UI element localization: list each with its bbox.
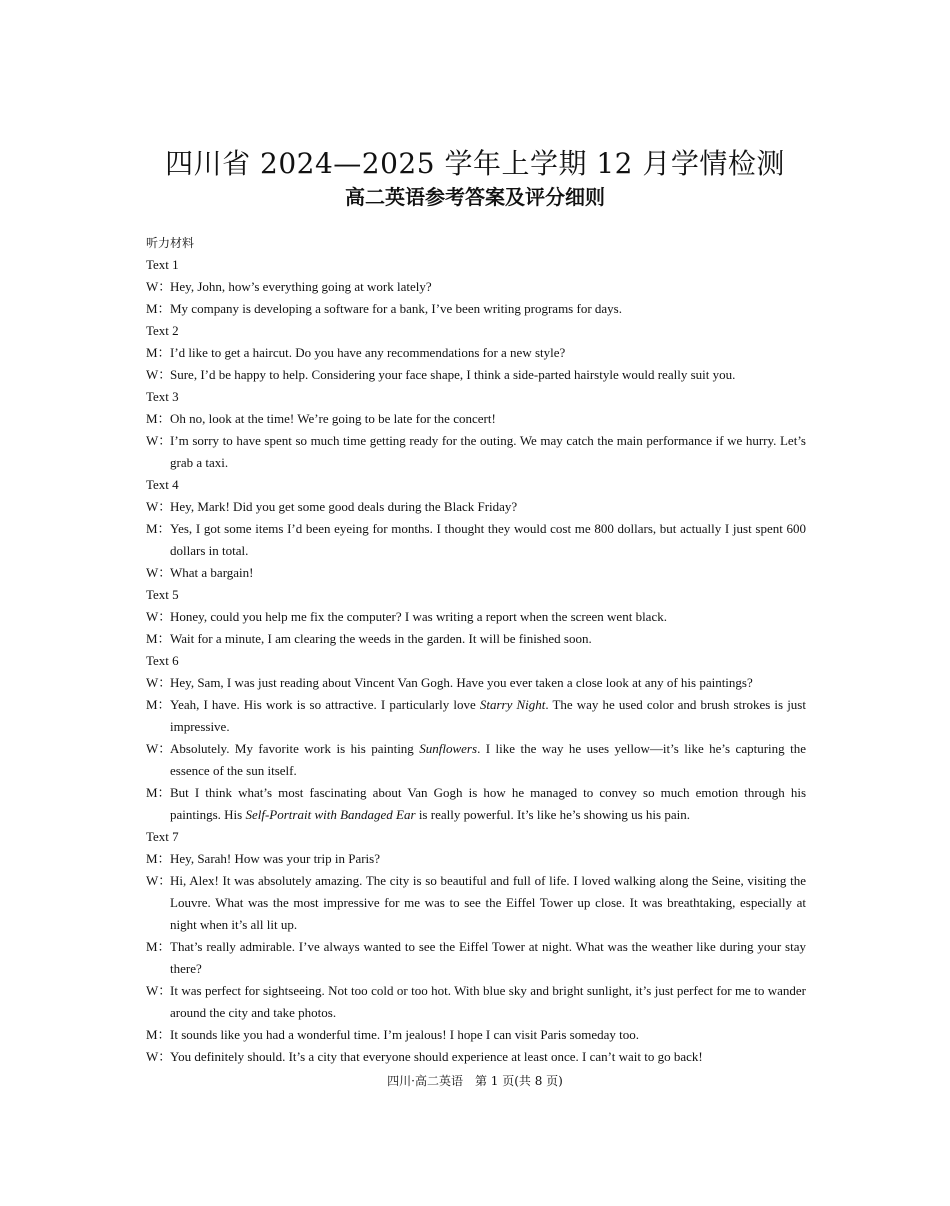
speaker-label: W： [146, 609, 172, 624]
dialogue-fragment: What a bargain! [170, 565, 254, 580]
speaker-label: W： [146, 675, 172, 690]
speaker-label: W： [146, 873, 172, 888]
dialogue-text [170, 364, 806, 386]
speaker-label: W： [146, 279, 172, 294]
dialogue-fragment: is really powerful. It’s like he’s showing us his pain. [415, 807, 690, 822]
speaker-label: W： [146, 367, 172, 382]
dialogue-line [146, 562, 806, 584]
dialogue-text [170, 1024, 806, 1046]
dialogue-fragment: It was perfect for sightseeing. Not too cold or too hot. With blue sky and bright sunlight, it’s just perfect for me to wander around the city and take photos. [170, 983, 806, 1020]
dialogue-line [146, 364, 806, 386]
speaker-label: W： [146, 499, 172, 514]
dialogue-line [146, 936, 806, 980]
dialogue-line [146, 694, 806, 738]
page-subtitle: 高二英语参考答案及评分细则 [345, 185, 605, 209]
text-label: Text 1 [146, 257, 179, 272]
dialogue-text [170, 430, 806, 474]
speaker-label: M： [146, 1027, 171, 1042]
dialogue-text [170, 694, 806, 738]
dialogue-text [170, 1046, 806, 1068]
artwork-title: Self-Portrait with Bandaged Ear [245, 807, 416, 822]
artwork-title: Sunflowers [419, 741, 478, 756]
dialogue-fragment: It sounds like you had a wonderful time. I’m jealous! I hope I can visit Paris someday too. [170, 1027, 639, 1042]
dialogue-text [170, 782, 806, 826]
dialogue-fragment: Yes, I got some items I’d been eyeing for months. I thought they would cost me 800 dollars, but actually I just spent 600 dollars in total. [170, 521, 806, 558]
dialogue-line [146, 518, 806, 562]
dialogue-fragment: . The way he used color and brush strokes is just impressive. [170, 697, 806, 734]
dialogue-line [146, 496, 806, 518]
dialogue-fragment: Hey, Sarah! How was your trip in Paris? [170, 851, 380, 866]
speaker-label: W： [146, 433, 172, 448]
dialogue-fragment: I’m sorry to have spent so much time getting ready for the outing. We may catch the main performance if we hurry. Let’s grab a taxi. [170, 433, 806, 470]
page-footer: 四川·高二英语 第 1 页(共 8 页) [387, 1074, 563, 1088]
text-label: Text 4 [146, 477, 179, 492]
speaker-label: M： [146, 939, 171, 954]
dialogue-fragment: Honey, could you help me fix the computer? I was writing a report when the screen went black. [170, 609, 667, 624]
dialogue-line [146, 342, 806, 364]
text-label: Text 7 [146, 829, 179, 844]
dialogue-text [170, 936, 806, 980]
text-label: Text 5 [146, 587, 179, 602]
dialogue-line [146, 276, 806, 298]
dialogue-line [146, 738, 806, 782]
speaker-label: M： [146, 301, 171, 316]
speaker-label: M： [146, 785, 171, 800]
dialogue-fragment: That’s really admirable. I’ve always wanted to see the Eiffel Tower at night. What was the weather like during your stay there? [170, 939, 806, 976]
dialogue-fragment: Sure, I’d be happy to help. Considering your face shape, I think a side-parted hairstyle would really suit you. [170, 367, 736, 382]
text-label: Text 3 [146, 389, 179, 404]
dialogue-fragment: But I think what’s most fascinating about Van Gogh is how he managed to convey so much emotion through his paintings. His [170, 785, 806, 822]
dialogue-fragment: Wait for a minute, I am clearing the weeds in the garden. It will be finished soon. [170, 631, 592, 646]
dialogue-line [146, 408, 806, 430]
dialogue-line [146, 672, 806, 694]
dialogue-text [170, 342, 806, 364]
text-label: Text 6 [146, 653, 179, 668]
speaker-label: W： [146, 565, 172, 580]
dialogue-fragment: I’d like to get a haircut. Do you have any recommendations for a new style? [170, 345, 566, 360]
dialogue-fragment: Hi, Alex! It was absolutely amazing. The city is so beautiful and full of life. I loved walking along the Seine, visiting the Louvre. What was the most impressive for me was to see the Eiffel Tower up close. It was breathtaking, especially at night when it’s all lit up. [170, 873, 806, 932]
dialogue-line [146, 980, 806, 1024]
dialogue-line [146, 870, 806, 936]
dialogue-text [170, 408, 806, 430]
dialogue-text [170, 276, 806, 298]
speaker-label: W： [146, 741, 172, 756]
dialogue-line [146, 628, 806, 650]
dialogue-fragment: . I like the way he uses yellow—it’s like he’s capturing the essence of the sun itself. [170, 741, 806, 778]
speaker-label: W： [146, 983, 172, 998]
dialogue-line [146, 298, 806, 320]
page-title: 四川省 2024—2025 学年上学期 12 月学情检测 [165, 147, 785, 180]
dialogue-fragment: Yeah, I have. His work is so attractive. I particularly love [170, 697, 480, 712]
dialogue-text [170, 980, 806, 1024]
dialogue-text [170, 606, 806, 628]
dialogue-fragment: Hey, Sam, I was just reading about Vincent Van Gogh. Have you ever taken a close look at any of his paintings? [170, 675, 753, 690]
speaker-label: M： [146, 521, 171, 536]
listening-transcript [146, 232, 806, 1068]
dialogue-line [146, 606, 806, 628]
artwork-title: Starry Night [479, 697, 546, 712]
dialogue-line [146, 1024, 806, 1046]
dialogue-fragment: Oh no, look at the time! We’re going to be late for the concert! [170, 411, 496, 426]
dialogue-fragment: You definitely should. It’s a city that everyone should experience at least once. I can’t wait to go back! [170, 1049, 703, 1064]
speaker-label: M： [146, 631, 171, 646]
dialogue-text [170, 518, 806, 562]
dialogue-line [146, 848, 806, 870]
dialogue-text [170, 672, 806, 694]
dialogue-text [170, 562, 806, 584]
dialogue-fragment: Absolutely. My favorite work is his painting [170, 741, 420, 756]
dialogue-line [146, 430, 806, 474]
speaker-label: W： [146, 1049, 172, 1064]
dialogue-text [170, 738, 806, 782]
dialogue-text [170, 870, 806, 936]
text-label: Text 2 [146, 323, 179, 338]
dialogue-line [146, 782, 806, 826]
dialogue-fragment: Hey, John, how’s everything going at work lately? [170, 279, 432, 294]
speaker-label: M： [146, 697, 171, 712]
dialogue-fragment: Hey, Mark! Did you get some good deals during the Black Friday? [170, 499, 518, 514]
dialogue-text [170, 298, 806, 320]
speaker-label: M： [146, 851, 171, 866]
section-heading: 听力材料 [146, 236, 195, 250]
dialogue-text [170, 628, 806, 650]
dialogue-fragment: My company is developing a software for a bank, I’ve been writing programs for days. [170, 301, 622, 316]
dialogue-text [170, 496, 806, 518]
speaker-label: M： [146, 345, 171, 360]
speaker-label: M： [146, 411, 171, 426]
dialogue-line [146, 1046, 806, 1068]
dialogue-text [170, 848, 806, 870]
